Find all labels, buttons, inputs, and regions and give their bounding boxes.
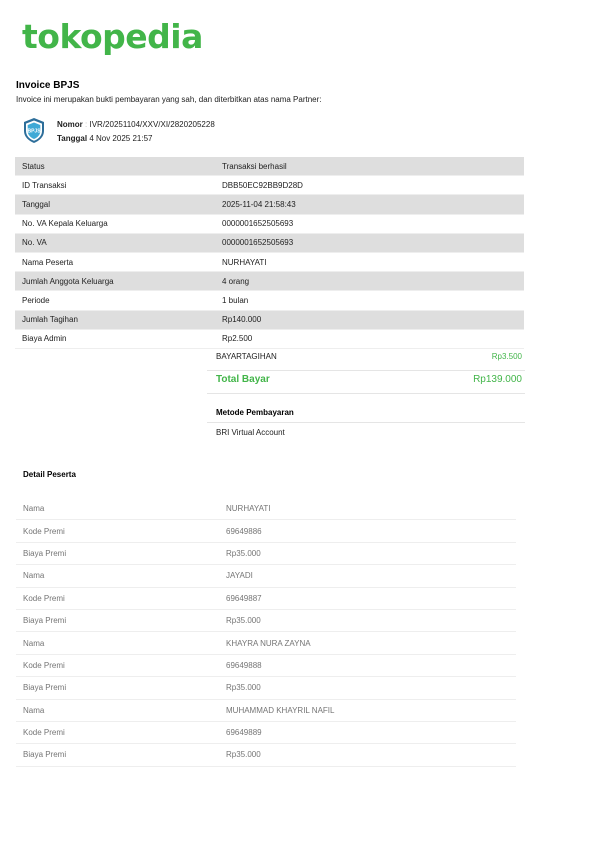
participant-premium-cost-value: Rp35.000 (218, 677, 516, 699)
participant-name-row (16, 699, 516, 721)
participant-name-value: JAYADI (218, 565, 516, 587)
tokopedia-logo: tokopedia (22, 17, 203, 56)
detail-label: No. VA Kepala Keluarga (15, 214, 215, 233)
invoice-date-row (57, 134, 152, 143)
participant-name-value: KHAYRA NURA ZAYNA (218, 632, 516, 654)
divider (207, 370, 525, 371)
transaction-details-table (15, 157, 524, 349)
admin-fee-value: Rp3.500 (491, 352, 522, 361)
participant-premium-code-value: 69649887 (218, 587, 516, 609)
detail-value: 0000001652505693 (215, 233, 524, 252)
participant-name-row (16, 498, 516, 520)
detail-value: 0000001652505693 (215, 214, 524, 233)
participant-premium-cost-label: Biaya Premi (16, 677, 218, 699)
detail-label: Tanggal (15, 195, 215, 214)
total-label: Total Bayar (216, 374, 270, 385)
bpjs-shield-icon (22, 117, 46, 144)
invoice-date-label: Tanggal (57, 134, 88, 143)
detail-label: Status (15, 157, 215, 176)
detail-row (15, 157, 524, 176)
detail-row (15, 310, 524, 329)
invoice-date-value: 4 Nov 2025 21:57 (89, 134, 153, 143)
participant-name-value: MUHAMMAD KHAYRIL NAFIL (218, 699, 516, 721)
participant-premium-cost-row (16, 744, 516, 766)
participant-name-row (16, 565, 516, 587)
participants-title: Detail Peserta (23, 470, 76, 479)
participant-premium-cost-row (16, 609, 516, 631)
invoice-number-value: IVR/20251104/XXV/XI/2820205228 (89, 120, 215, 129)
participant-name-label: Nama (16, 699, 218, 721)
detail-row (15, 291, 524, 310)
detail-row (15, 214, 524, 233)
participant-premium-code-row (16, 721, 516, 743)
invoice-number-row: Nomor : IVR/20251104/XXV/XI/2820205228 (57, 120, 215, 129)
detail-row (15, 176, 524, 195)
invoice-title: Invoice BPJS (16, 80, 80, 91)
detail-row (15, 195, 524, 214)
participant-premium-cost-row (16, 677, 516, 699)
detail-row (15, 252, 524, 271)
participant-premium-cost-value: Rp35.000 (218, 744, 516, 766)
bpjs-icon-text: BPJS (27, 128, 41, 135)
payment-method-title: Metode Pembayaran (216, 408, 294, 417)
participant-premium-cost-row (16, 542, 516, 564)
detail-value: 4 orang (215, 272, 524, 291)
participant-name-label: Nama (16, 565, 218, 587)
participant-premium-cost-label: Biaya Premi (16, 542, 218, 564)
participant-premium-code-label: Kode Premi (16, 721, 218, 743)
total-value: Rp139.000 (473, 374, 522, 385)
detail-value: Rp2.500 (215, 329, 524, 348)
divider (207, 393, 525, 394)
detail-row (15, 233, 524, 252)
participant-premium-code-label: Kode Premi (16, 587, 218, 609)
participant-premium-cost-value: Rp35.000 (218, 542, 516, 564)
detail-label: Periode (15, 291, 215, 310)
detail-label: Nama Peserta (15, 252, 215, 271)
invoice-number-label: Nomor (57, 120, 83, 129)
detail-label: No. VA (15, 233, 215, 252)
participant-premium-code-row (16, 520, 516, 542)
detail-value: Rp140.000 (215, 310, 524, 329)
admin-fee-label: BAYARTAGIHAN (216, 352, 277, 361)
participant-premium-code-label: Kode Premi (16, 654, 218, 676)
divider (207, 422, 525, 423)
participant-premium-code-label: Kode Premi (16, 520, 218, 542)
participant-premium-code-value: 69649888 (218, 654, 516, 676)
participant-name-label: Nama (16, 498, 218, 520)
detail-row (15, 272, 524, 291)
participant-premium-code-row (16, 587, 516, 609)
detail-value: 1 bulan (215, 291, 524, 310)
detail-label: Biaya Admin (15, 329, 215, 348)
detail-label: Jumlah Tagihan (15, 310, 215, 329)
participant-premium-code-value: 69649889 (218, 721, 516, 743)
participants-table (16, 498, 516, 767)
invoice-subtitle: Invoice ini merupakan bukti pembayaran yang sah, dan diterbitkan atas nama Partner: (16, 95, 322, 104)
detail-label: Jumlah Anggota Keluarga (15, 272, 215, 291)
participant-premium-cost-label: Biaya Premi (16, 609, 218, 631)
payment-method-value: BRI Virtual Account (216, 428, 285, 437)
participant-name-value: NURHAYATI (218, 498, 516, 520)
participant-name-label: Nama (16, 632, 218, 654)
participant-premium-cost-value: Rp35.000 (218, 609, 516, 631)
participant-premium-cost-label: Biaya Premi (16, 744, 218, 766)
detail-label: ID Transaksi (15, 176, 215, 195)
detail-value: NURHAYATI (215, 252, 524, 271)
detail-value: Transaksi berhasil (215, 157, 524, 176)
participant-premium-code-value: 69649886 (218, 520, 516, 542)
participant-name-row (16, 632, 516, 654)
detail-row (15, 329, 524, 348)
detail-value: DBB50EC92BB9D28D (215, 176, 524, 195)
participant-premium-code-row (16, 654, 516, 676)
detail-value: 2025-11-04 21:58:43 (215, 195, 524, 214)
